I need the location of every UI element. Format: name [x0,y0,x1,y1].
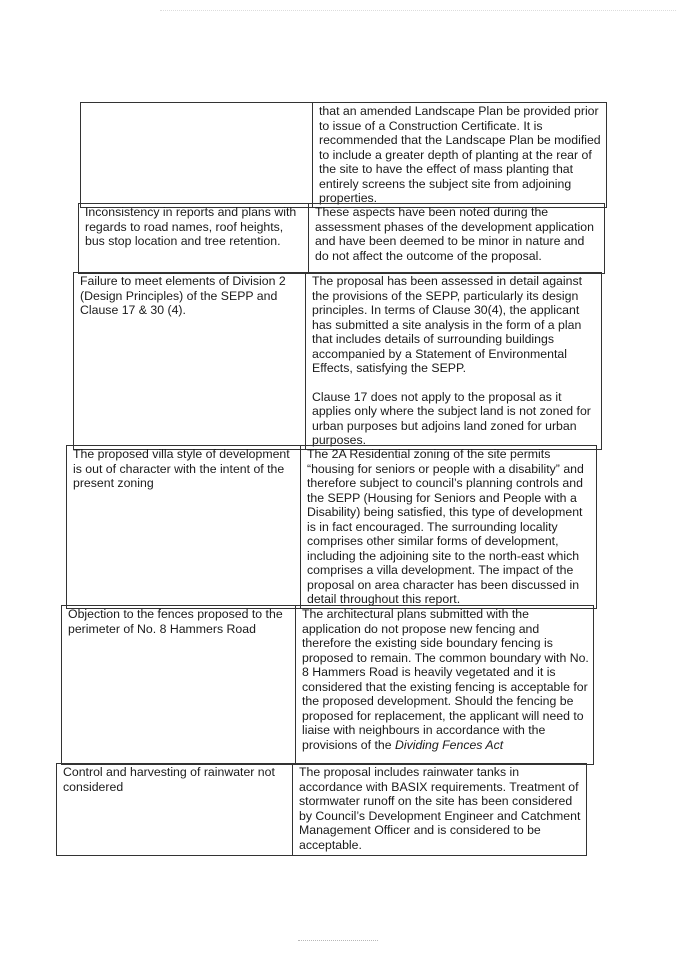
issue-cell: Control and harvesting of rainwater not considered [57,764,293,856]
issue-cell: Objection to the fences proposed to the perimeter of No. 8 Hammers Road [62,606,296,765]
response-cell: These aspects have been noted during the assessment phases of the development application and have been deemed to be minor in nature and do not affect the outcome of the proposal. [309,204,605,274]
response-cell: The proposal includes rainwater tanks in accordance with BASIX requirements. Treatment of stormwater runoff on the site has been considered by Council’s Development Engineer and Catchment Management Officer and is considered to be acceptable. [293,764,587,856]
issue-cell [81,103,313,208]
response-cell: The architectural plans submitted with the application do not propose new fencing and therefore the existing side boundary fencing is proposed to remain. The common boundary with No. 8 Hammers Road is heavily vegetated and it is considered that the existing fencing is acceptable for the proposed development. Should the fencing be proposed for replacement, the applicant will need to liaise with neighbours in accordance with the provisions of the Dividing Fences Act [296,606,594,765]
objection-row-3 [73,272,602,450]
page-number-smudge [298,940,378,945]
response-cell: that an amended Landscape Plan be provided prior to issue of a Construction Certificate. It is recommended that the Landscape Plan be modified to include a greater depth of planting at the rear of the site to have the effect of mass planting that entirely screens the subject site from adjoining properties. [313,103,607,208]
objection-row-2 [78,203,605,274]
objection-row-1 [80,102,607,208]
objection-row-5 [61,605,594,765]
issue-cell: The proposed villa style of development is out of character with the intent of the present zoning [67,446,301,609]
issue-cell: Inconsistency in reports and plans with regards to road names, roof heights, bus stop location and tree retention. [79,204,309,274]
objection-row-6 [56,763,587,856]
scan-artifact [160,10,676,19]
objection-row-4 [66,445,597,609]
act-name: Dividing Fences Act [394,737,504,752]
issue-cell: Failure to meet elements of Division 2 (Design Principles) of the SEPP and Clause 17 & 30 (4). [74,273,306,450]
response-cell: The 2A Residential zoning of the site permits “housing for seniors or people with a disability” and therefore subject to council’s planning controls and the SEPP (Housing for Seniors and People with a Disability) being satisfied, this type of development is in fact encouraged. The surrounding locality comprises other similar forms of development, including the adjoining site to the north-east which comprises a villa development. The impact of the proposal on area character has been discussed in detail throughout this report. [301,446,597,609]
response-cell: The proposal has been assessed in detail against the provisions of the SEPP, particularly its design principles. In terms of Clause 30(4), the applicant has submitted a site analysis in the form of a plan that includes details of surrounding buildings accompanied by a Statement of Environmental Effects, satisfying the SEPP. Clause 17 does not apply to the proposal as it applies only where the subject land is not zoned for urban purposes but adjoins land zoned for urban purposes. [306,273,602,450]
